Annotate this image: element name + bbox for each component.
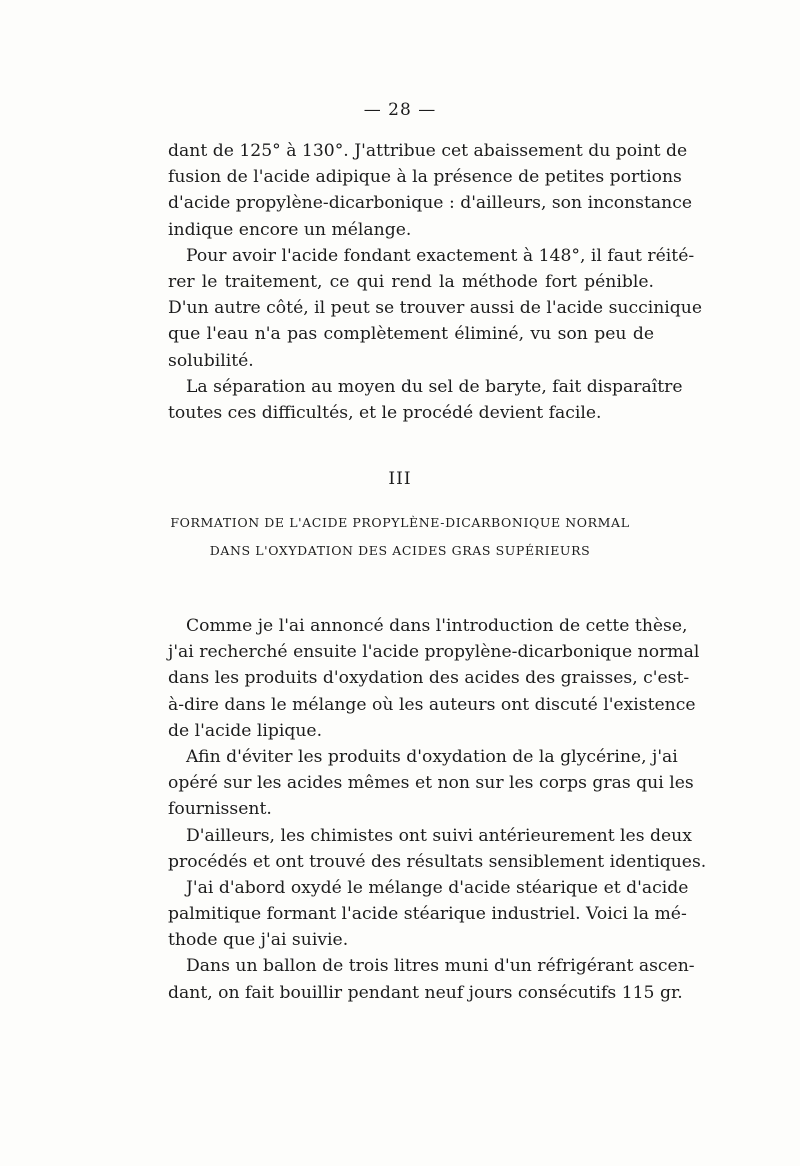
lower-text-block — [168, 613, 707, 1006]
text-line: procédés et ont trouvé des résultats sensiblement identiques. — [168, 851, 707, 872]
text-line: D'un autre côté, il peut se trouver aussi de l'acide succinique — [168, 298, 703, 319]
text-line: Dans un ballon de trois litres muni d'un réfrigérant ascen- — [186, 956, 695, 977]
text-line: J'ai d'abord oxydé le mélange d'acide stéarique et d'acide — [186, 877, 689, 898]
text-line: de l'acide lipique. — [168, 720, 323, 741]
upper-text-block — [168, 138, 703, 426]
text-line: indique encore un mélange. — [168, 219, 412, 240]
text-line: D'ailleurs, les chimistes ont suivi antérieurement les deux — [186, 825, 692, 846]
text-line: à-dire dans le mélange où les auteurs ont discuté l'existence — [168, 694, 696, 715]
text-line: thode que j'ai suivie. — [168, 930, 349, 951]
section-title-line-2: DANS L'OXYDATION DES ACIDES GRAS SUPÉRIEURS — [209, 543, 591, 558]
text-line: dans les produits d'oxydation des acides des graisses, c'est- — [168, 668, 690, 689]
text-line: que l'eau n'a pas complètement éliminé, vu son peu de — [168, 324, 654, 345]
text-line: dant, on fait bouillir pendant neuf jours consécutifs 115 gr. — [168, 982, 683, 1003]
text-line: toutes ces difficultés, et le procédé devient facile. — [168, 402, 602, 423]
text-line: opéré sur les acides mêmes et non sur les corps gras qui les — [168, 773, 694, 794]
text-line: rer le traitement, ce qui rend la méthode fort pénible. — [168, 271, 654, 292]
text-line: d'acide propylène-dicarbonique : d'ailleurs, son inconstance — [168, 193, 693, 214]
text-line: dant de 125° à 130°. J'attribue cet abaissement du point de — [168, 141, 688, 161]
text-line: Pour avoir l'acide fondant exactement à 148°, il faut réité- — [186, 245, 695, 266]
text-line: Afin d'éviter les produits d'oxydation de la glycérine, j'ai — [186, 746, 678, 767]
text-line: j'ai recherché ensuite l'acide propylène-dicarbonique normal — [168, 642, 700, 663]
page-number: — 28 — — [363, 100, 437, 120]
text-line: fournissent. — [168, 799, 272, 820]
text-line: solubilité. — [168, 350, 254, 371]
text-line: Comme je l'ai annoncé dans l'introduction de cette thèse, — [186, 616, 688, 636]
section-title-line-1: FORMATION DE L'ACIDE PROPYLÈNE-DICARBONIQUE NORMAL — [170, 515, 630, 530]
text-line: palmitique formant l'acide stéarique industriel. Voici la mé- — [168, 904, 687, 925]
text-line: fusion de l'acide adipique à la présence de petites portions — [168, 167, 682, 188]
section-number: III — [388, 469, 412, 489]
text-line: La séparation au moyen du sel de baryte, fait disparaître — [186, 376, 683, 397]
